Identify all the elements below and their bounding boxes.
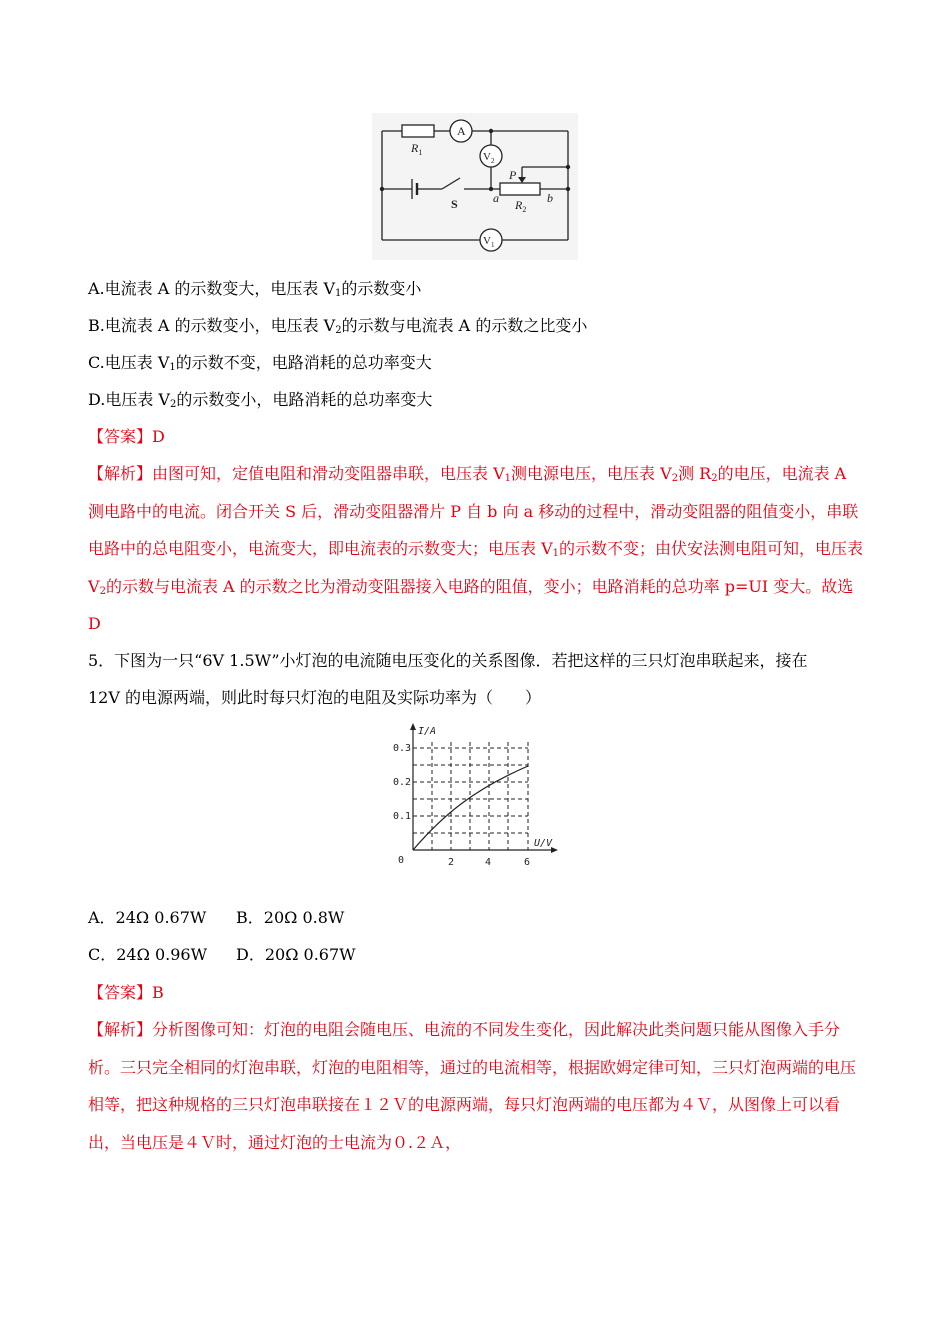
- node-a-label: a: [493, 191, 499, 205]
- q5-stem-line2: 12V 的电源两端，则此时每只灯泡的电阻及实际功率为（ ）: [88, 688, 542, 707]
- v2-label: V: [483, 151, 491, 163]
- x-tick-6: 6: [524, 857, 531, 868]
- q5-option-c: C．24Ω 0.96W: [88, 945, 208, 964]
- resistor-r1: [402, 125, 434, 137]
- q4-option-c: C.电压表 $V_1$的示数不变，电路消耗的总功率变大: [88, 353, 432, 373]
- q5-analysis: [88, 1011, 866, 1161]
- node-b-label: b: [547, 191, 553, 205]
- r1-label: R: [411, 141, 419, 155]
- answer-label: 【答案】: [88, 983, 153, 1002]
- ammeter-label: A: [457, 124, 466, 138]
- q5-answer: [88, 983, 164, 1003]
- switch-s-label: S: [451, 197, 458, 211]
- r2-label: R: [515, 198, 523, 212]
- answer-value: B: [152, 983, 164, 1002]
- analysis-label: 【解析】: [88, 1020, 153, 1039]
- q4-option-d: D.电压表 $V_2$的示数变小，电路消耗的总功率变大: [88, 390, 433, 410]
- slider-p-label: P: [509, 168, 517, 182]
- v1-label: V: [483, 235, 491, 247]
- answer-value: D: [152, 427, 165, 446]
- y-tick-0.3: 0.3: [393, 743, 412, 754]
- circuit-diagram: [372, 113, 578, 260]
- q5-option-b: B．20Ω 0.8W: [236, 908, 345, 927]
- v2-sub: 2: [490, 157, 495, 165]
- r1-sub: 1: [418, 148, 423, 157]
- iv-graph: [388, 720, 563, 870]
- q4-answer: [88, 427, 165, 447]
- q5-option-a: A．24Ω 0.67W: [88, 908, 207, 927]
- analysis-label: 【解析】: [88, 464, 153, 483]
- q4-option-a: A.电流表 A 的示数变大，电压表 $V_1$的示数变小: [88, 279, 422, 299]
- q4-option-b: B.电流表 A 的示数变小，电压表 $V_2$的示数与电流表 A 的示数之比变小: [88, 316, 588, 336]
- q5-stem-line1: 5．下图为一只“6V 1.5W”小灯泡的电流随电压变化的关系图像．若把这样的三只灯泡串联起来，接在: [88, 651, 808, 670]
- origin-label: 0: [398, 855, 405, 866]
- r2-sub: 2: [522, 205, 527, 214]
- y-tick-0.2: 0.2: [393, 777, 412, 788]
- x-axis-label: U/V: [534, 838, 553, 849]
- analysis-text: 分析图像可知：灯泡的电阻会随电压、电流的不同发生变化，因此解决此类问题只能从图像入手分析。三只完全相同的灯泡串联，灯泡的电阻相等，通过的电流相等，根据欧姆定律可知，三只灯泡两端的电压相等，把这种规格的三只灯泡串联接在１２Ｖ的电源两端，每只灯泡两端的电压都为４Ｖ，从图像上可以看出，当电压是４Ｖ时，通过灯泡的士电流为０.２Ａ，: [88, 1020, 857, 1152]
- q5-option-d: D．20Ω 0.67W: [236, 945, 356, 964]
- x-tick-2: 2: [448, 857, 455, 868]
- v1-sub: 1: [490, 241, 495, 249]
- q4-analysis: 【解析】由图可知，定值电阻和滑动变阻器串联，电压表 $V_1$测电源电压，电压表 $V_2$测 $R_2$的电压，电流表 A 测电路中的电流。闭合开关 S 后，滑动变阻器滑片 P 自 b 向 a 移动的过程中，滑动变阻器的阻值变小，串联电路中的总电阻变小，电流变大，即电流表的示数变大；电压表 $V_1$的示数不变；由伏安法测电阻可知，电压表 $V_2$的示数与电流表 A 的示数之比为滑动变阻器接入电路的阻值，变小；电路消耗的总功率 p=UI 变大。故选 D: [88, 464, 864, 633]
- x-tick-4: 4: [485, 857, 492, 868]
- answer-label: 【答案】: [88, 427, 153, 446]
- y-axis-label: I/A: [418, 726, 437, 737]
- y-tick-0.1: 0.1: [393, 811, 412, 822]
- rheostat-r2: [500, 183, 540, 195]
